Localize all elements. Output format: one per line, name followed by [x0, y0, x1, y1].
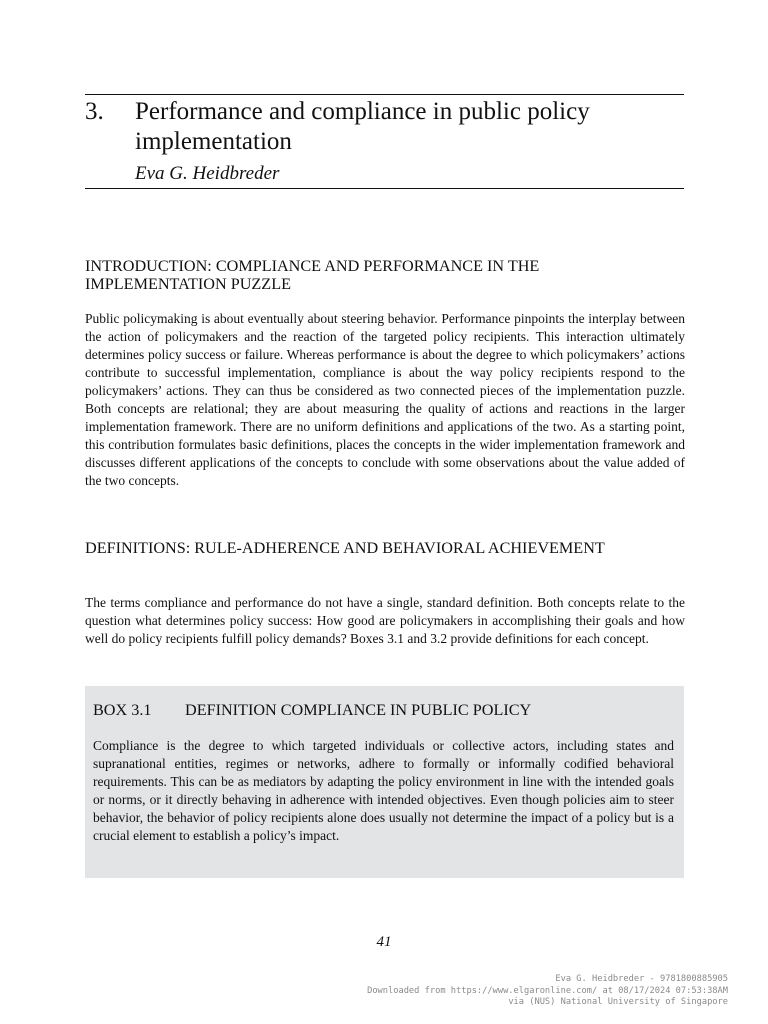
- footer-line-download: Downloaded from https://www.elgaronline.com/ at 08/17/2024 07:53:38AM: [367, 985, 728, 996]
- chapter-bottom-rule: [85, 188, 684, 189]
- section-paragraph-definitions: The terms compliance and performance do not have a single, standard definition. Both concepts relate to the question what determines policy success: How good are policymakers in accomplishing their goals and how well do policy recipients fulfill policy demands? Boxes 3.1 and 3.2 provide definitions for each concept.: [85, 595, 685, 646]
- chapter-number: 3.: [85, 98, 104, 125]
- chapter-author: Eva G. Heidbreder: [135, 163, 280, 184]
- footer-line-institution: via (NUS) National University of Singapore: [508, 997, 728, 1007]
- section-heading-introduction: INTRODUCTION: COMPLIANCE AND PERFORMANCE IN THE IMPLEMENTATION PUZZLE: [85, 257, 540, 293]
- definition-box: [85, 686, 684, 878]
- page-number: 41: [376, 934, 392, 950]
- chapter-top-rule: [85, 94, 684, 95]
- footer-line-author: Eva G. Heidbreder - 9781800885905: [555, 974, 728, 984]
- box-title: DEFINITION COMPLIANCE IN PUBLIC POLICY: [185, 701, 532, 719]
- box-label: BOX 3.1: [93, 701, 152, 719]
- download-watermark: [367, 974, 728, 1009]
- section-heading-definitions: DEFINITIONS: RULE-ADHERENCE AND BEHAVIORAL ACHIEVEMENT: [85, 539, 605, 557]
- box-heading: [93, 700, 531, 720]
- section-paragraph-introduction: Public policymaking is about eventually about steering behavior. Performance pinpoints the interplay between the action of policymakers and the reaction of the targeted policy recipients. This interaction ultimately determines policy success or failure. Whereas performance is about the degree to which policymakers’ actions contribute to successful implementation, compliance is about the way policy recipients respond to the policymakers’ actions. They can thus be considered as two connected pieces of the implementation puzzle. Both concepts are relational; they are about measuring the quality of actions and reactions in the larger implementation framework. There are no uniform definitions and applications of the two. As a starting point, this contribution formulates basic definitions, places the concepts in the wider implementation framework and discusses different applications of the concepts to conclude with some observations about the value added of the two concepts.: [85, 311, 685, 488]
- box-body: Compliance is the degree to which targeted individuals or collective actors, including states and supranational entities, regimes or networks, adhere to formally or informally codified behavioral requirements. This can be as mediators by adapting the policy environment in line with the intended goals or norms, or it directly behaving in adherence with intended objectives. Even though policies aim to steer behavior, the behavior of policy recipients alone does usually not determine the impact of a policy but is a crucial element to establish a policy’s impact.: [93, 738, 674, 843]
- chapter-title: Performance and compliance in public policy implementation: [135, 98, 590, 155]
